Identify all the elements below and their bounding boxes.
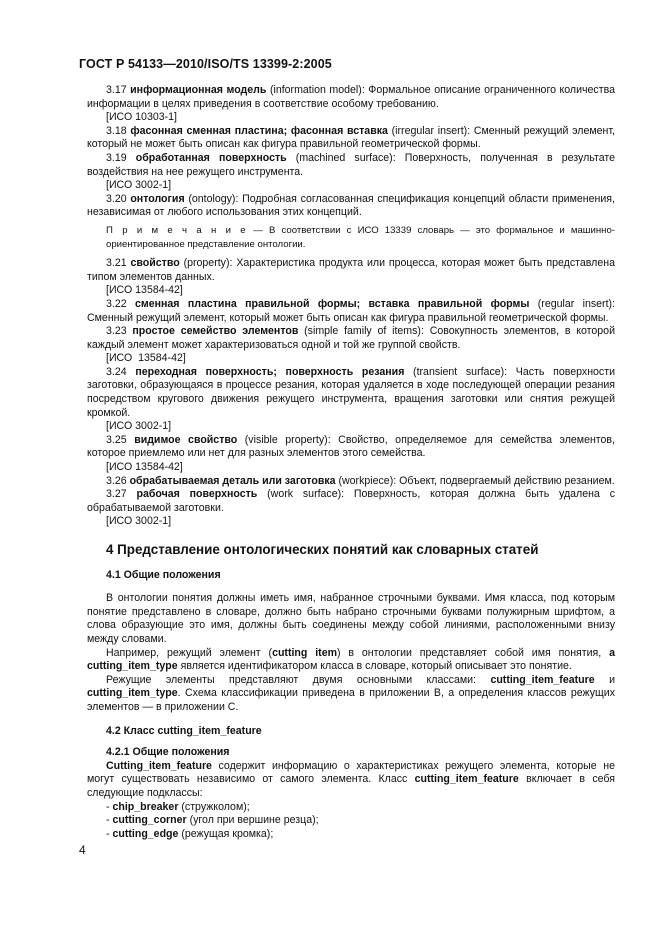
term-name: видимое свойство xyxy=(134,433,238,446)
term-english: (regular insert) xyxy=(529,297,613,310)
term-name: рабочая поверхность xyxy=(136,488,258,501)
term-english: (information model) xyxy=(266,84,362,96)
term-number: 3.26 xyxy=(106,474,127,487)
term-number: 3.27 xyxy=(106,488,127,501)
term-entry xyxy=(87,325,615,352)
term-entry xyxy=(87,488,615,515)
term-reference: [ИСО 13584-42] xyxy=(106,284,183,297)
term-english: (visible property) xyxy=(237,433,328,446)
term-definition: : Характеристика продукта или процесса, которая может быть представлена типом элементов данных. xyxy=(87,257,615,283)
term-reference: [ИСО 3002-1] xyxy=(106,179,172,192)
paragraph xyxy=(87,674,615,715)
list-item: - cutting_corner (угол при вершине резца); xyxy=(106,814,319,827)
term-number: 3.17 xyxy=(106,84,127,96)
term-name: свойство xyxy=(130,257,180,270)
term-name: информационная модель xyxy=(130,84,267,96)
term-entry xyxy=(87,152,615,179)
term-entry xyxy=(87,193,615,220)
term-number: 3.18 xyxy=(106,124,127,137)
term-definition: : Сменный режущий элемент, который не может быть описан как фигура правильной геометрической формы. xyxy=(87,124,615,151)
class-name: cutting item xyxy=(272,646,338,659)
class-name: cutting_item_feature xyxy=(490,673,595,686)
term-name: фасонная сменная пластина; фасонная вставка xyxy=(130,124,388,137)
text-run: Например, режущий элемент ( xyxy=(106,646,273,659)
class-name: cutting_item_type xyxy=(87,687,178,700)
term-name: переходная поверхность; поверхность резания xyxy=(135,365,405,378)
term-number: 3.21 xyxy=(106,257,127,270)
text-run: ) в онтологии представляет собой имя понятия, xyxy=(337,646,610,659)
term-definition: : Поверхность, которая должна быть удалена с обрабатываемой заготовки. xyxy=(87,488,615,514)
term-english: (machined surface) xyxy=(286,151,393,164)
term-number: 3.22 xyxy=(106,297,127,310)
page-number: 4 xyxy=(79,843,86,857)
term-entry xyxy=(87,475,615,489)
list-item-name: chip_breaker xyxy=(112,800,179,813)
term-definition: : Свойство, определяемое для семейства элементов, которое приемлемо или нет для разных элементов этого семейства. xyxy=(87,433,616,460)
list-item-name: cutting_corner xyxy=(112,814,187,827)
text-run: содержит информацию о характеристиках режущего элемента, которые не могут существовать независимо от самого элемента. Класс xyxy=(87,759,615,786)
term-english: (ontology) xyxy=(184,192,236,205)
term-english: (irregular insert) xyxy=(387,124,468,137)
term-number: 3.20 xyxy=(106,192,127,205)
term-english: (simple family of items) xyxy=(298,325,421,338)
term-english: (work surface) xyxy=(257,488,342,501)
term-number: 3.25 xyxy=(106,433,127,446)
term-entry xyxy=(87,434,615,461)
paragraph: В онтологии понятия должны иметь имя, набранное строчными буквами. Имя класса, под которым понятие представлено в словаре, должно быть набрано строчными буквами полужирным шрифтом, а слова образующие это имя, должны быть соединены между собой линиями, расположенными внизу между словами. xyxy=(87,592,615,645)
term-entry xyxy=(87,298,615,325)
class-name: cutting_item_feature xyxy=(414,773,519,786)
term-definition: : Формальное описание ограниченного количества информации в целях приведения в соответствие особому требованию. xyxy=(87,84,615,110)
term-entry xyxy=(87,125,615,152)
text-run: является идентификатором класса в словаре, который описывает это понятие. xyxy=(177,660,572,673)
term-english: (workpiece) xyxy=(335,474,394,487)
term-entry xyxy=(87,257,615,284)
term-reference: [ИСО 3002-1] xyxy=(106,420,172,433)
term-entry xyxy=(87,84,615,111)
subsection-heading: 4.1 Общие положения xyxy=(106,568,221,581)
text-run: Режущие элементы представляют двумя основными классами: xyxy=(106,673,491,686)
term-name: сменная пластина правильной формы; вставка правильной формы xyxy=(134,297,530,310)
list-item: - chip_breaker (стружколом); xyxy=(106,800,250,813)
paragraph xyxy=(87,647,615,674)
list-item-desc: (угол при вершине резца); xyxy=(186,814,319,827)
note-label: П р и м е ч а н и е xyxy=(106,224,248,236)
term-english: (transient surface) xyxy=(404,365,505,378)
term-reference: [ИСО 13584-42] xyxy=(106,352,186,365)
term-number: 3.19 xyxy=(106,151,127,164)
note xyxy=(87,224,615,251)
term-definition: : Подробная согласованная спецификация концепций области применения, независимая от любого использования этих концепций. xyxy=(87,192,615,219)
term-definition: : Сменный режущий элемент, который может быть описан как фигура правильной геометрической формы. xyxy=(87,297,615,324)
text-run: . Схема классификации приведена в приложении В, а определения классов режущих элементов — в приложении С. xyxy=(87,687,615,713)
list-item-desc: (режущая кромка); xyxy=(178,827,274,840)
page-body xyxy=(87,84,615,841)
text-run: и xyxy=(594,673,615,686)
text-run: включает в себя следующие подклассы: xyxy=(87,773,615,799)
term-entry xyxy=(87,366,615,420)
term-name: простое семейство элементов xyxy=(132,325,299,338)
term-definition: : Совокупность элементов, в которой каждый элемент может характеризоваться одной и той же группой свойств. xyxy=(87,325,615,351)
term-number: 3.24 xyxy=(106,365,127,378)
term-reference: [ИСО 3002-1] xyxy=(106,515,172,528)
list-item: - cutting_edge (режущая кромка); xyxy=(106,827,274,840)
term-reference: [ИСО 10303-1] xyxy=(106,111,177,124)
term-definition: : Объект, подвергаемый действию резанием. xyxy=(393,474,615,487)
term-number: 3.23 xyxy=(106,325,127,338)
subclass-list xyxy=(87,801,615,842)
subsection-heading: 4.2 Класс cutting_item_feature xyxy=(106,724,262,737)
paragraph xyxy=(87,760,615,801)
list-item-desc: (стружколом); xyxy=(178,800,250,813)
term-name: онтология xyxy=(130,192,185,205)
term-name: обрабатываемая деталь или заготовка xyxy=(129,474,336,487)
subsubsection-heading: 4.2.1 Общие положения xyxy=(106,746,230,759)
term-definition: : Часть поверхности заготовки, образующаяся в процессе резания, которая удаляется в ходе последующей операции резания посредством кругового движения режущего инструмента, вращения заготовки или снятия режущей кромкой. xyxy=(87,365,615,419)
section-heading: 4 Представление онтологических понятий как словарных статей xyxy=(106,542,539,557)
class-name: a cutting_item_type xyxy=(87,646,616,673)
class-name: Cutting_item_feature xyxy=(106,759,212,772)
note-text: — В соответствии с ИСО 13339 словарь — это формальное и машинно-ориентированное представление онтологии. xyxy=(106,224,615,250)
term-reference: [ИСО 13584-42] xyxy=(106,461,183,474)
term-english: (property) xyxy=(179,257,230,270)
list-item-name: cutting_edge xyxy=(112,827,179,840)
term-name: обработанная поверхность xyxy=(135,151,287,164)
page-header: ГОСТ Р 54133—2010/ISO/TS 13399-2:2005 xyxy=(79,57,332,71)
term-definition: : Поверхность, полученная в результате воздействия на нее режущего инструмента. xyxy=(87,151,615,178)
